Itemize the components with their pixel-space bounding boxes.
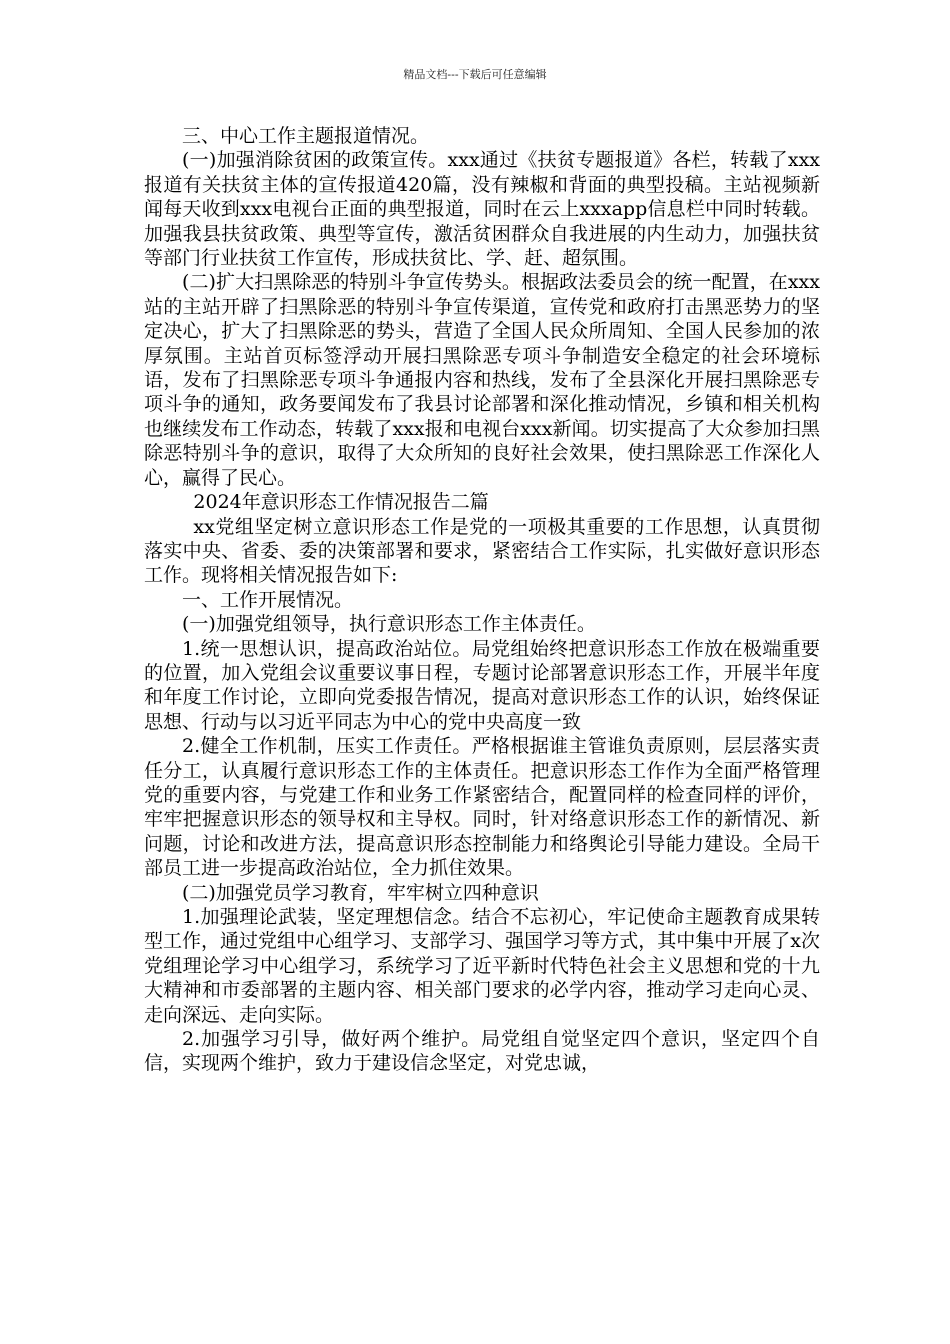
section-heading: 三、中心工作主题报道情况。	[182, 125, 430, 147]
paragraph: 2.健全工作机制，压实工作责任。严格根据谁主管谁负责原则，层层落实责任分工，认真履行意识形态工作的主体责任。把意识形态工作作为全面严格管理党的重要内容，与党建工作和业务工作紧密结合，配置同样的检查同样的评价，牢牢把握意识形态的领导权和主导权。同时，针对络意识形态工作的新情况、新问题，讨论和改进方法，提高意识形态控制能力和络舆论引导能力建设。全局干部员工进一步提高政治站位，全力抓住效果。	[144, 735, 820, 880]
paragraph: 2.加强学习引导，做好两个维护。局党组自觉坚定四个意识，坚定四个自信，实现两个维护，致力于建设信念坚定，对党忠诚，	[144, 1028, 820, 1075]
paragraph: (二)扩大扫黑除恶的特别斗争宣传势头。根据政法委员会的统一配置，在xxx站的主站开辟了扫黑除恶的特别斗争宣传渠道，宣传党和政府打击黑恶势力的坚定决心，扩大了扫黑除恶的势头，营造了全国人民众所周知、全国人民参加的浓厚氛围。主站首页标签浮动开展扫黑除恶专项斗争制造安全稳定的社会环境标语，发布了扫黑除恶专项斗争通报内容和热线，发布了全县深化开展扫黑除恶专项斗争的通知，政务要闻发布了我县讨论部署和深化推动情况，乡镇和相关机构也继续发布工作动态，转载了xxx报和电视台xxx新闻。切实提高了大众参加扫黑除恶特别斗争的意识，取得了大众所知的良好社会效果，使扫黑除恶工作深化人心，赢得了民心。	[144, 271, 820, 489]
paragraph: xx党组坚定树立意识形态工作是党的一项极其重要的工作思想，认真贯彻落实中央、省委、委的决策部署和要求，紧密结合工作实际，扎实做好意识形态工作。现将相关情况报告如下:	[144, 515, 820, 587]
document-body	[144, 124, 820, 1076]
report-title: 2024年意识形态工作情况报告二篇	[193, 491, 489, 514]
page-header: 精品文档---下载后可任意编辑	[403, 68, 547, 81]
subsection-heading: (一)加强党组领导，执行意识形态工作主体责任。	[182, 613, 596, 636]
paragraph: 1.加强理论武装，坚定理想信念。结合不忘初心，牢记使命主题教育成果转型工作，通过党组中心组学习、支部学习、强国学习等方式，其中集中开展了x次党组理论学习中心组学习，系统学习了近平新时代特色社会主义思想和党的十九大精神和市委部署的主题内容、相关部门要求的必学内容，推动学习走向心灵、走向深远、走向实际。	[144, 906, 820, 1026]
paragraph: (一)加强消除贫困的政策宣传。xxx通过《扶贫专题报道》各栏，转载了xxx报道有关扶贫主体的宣传报道420篇，没有辣椒和背面的典型投稿。主站视频新闻每天收到xxx电视台正面的典型报道，同时在云上xxxapp信息栏中同时转载。加强我县扶贫政策、典型等宣传，激活贫困群众自我进展的内生动力，加强扶贫等部门行业扶贫工作宣传，形成扶贫比、学、赶、超氛围。	[144, 149, 820, 270]
subsection-heading: (二)加强党员学习教育，牢牢树立四种意识	[182, 881, 539, 904]
paragraph: 1.统一思想认识，提高政治站位。局党组始终把意识形态工作放在极端重要的位置，加入党组会议重要议事日程，专题讨论部署意识形态工作，开展半年度和年度工作讨论，立即向党委报告情况，提高对意识形态工作的认识，始终保证思想、行动与以习近平同志为中心的党中央高度一致	[144, 637, 820, 733]
section-heading: 一、工作开展情况。	[182, 588, 354, 611]
